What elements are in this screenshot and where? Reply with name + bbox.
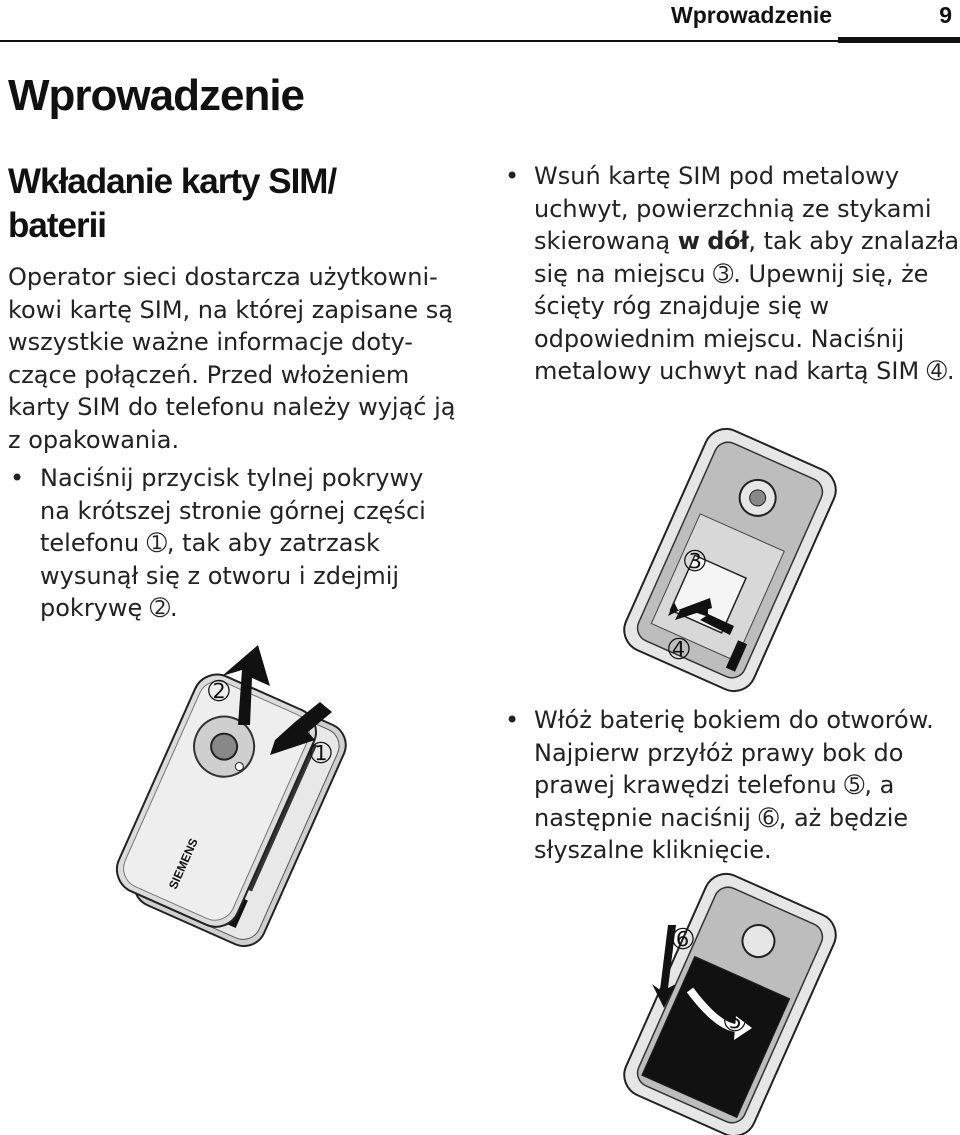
step-2-mid1: , tak aby znalazła się na miejscu <box>534 227 960 288</box>
intro-paragraph: Operator sieci dostarcza użytkowni-kowi kartę SIM, na której zapisane są wszystkie ważne informacje doty-czące połączeń. Przed włożeniem karty SIM do telefonu należy wyjąć ją z opakowania. <box>8 263 456 454</box>
bullet-step-1: • <box>10 464 25 492</box>
running-header-title: Wprowadzenie <box>670 2 832 28</box>
step-3-post: , aż będzie słyszalne kliknięcie. <box>534 803 909 864</box>
figure-label-5: ➄ <box>724 1007 746 1037</box>
figure-insert-sim <box>620 430 840 690</box>
step-2-text <box>534 160 960 388</box>
step-1-mid: , tak aby zatrzask wysunął się z otworu i zdejmij pokrywę <box>40 529 400 622</box>
step-3-mid: , a następnie naciśnij <box>534 771 895 832</box>
figure-label-2: ➁ <box>208 677 230 707</box>
callout-1: ➀ <box>146 529 167 557</box>
header-rule <box>0 40 960 42</box>
page-number: 9 <box>939 2 952 28</box>
callout-4: ➃ <box>926 357 947 385</box>
header-rule-accent <box>838 37 960 43</box>
step-1-text <box>40 462 460 625</box>
bullet-step-2: • <box>505 162 520 190</box>
figure-label-3: ➂ <box>684 547 706 577</box>
callout-5: ➄ <box>844 771 865 799</box>
step-3-text <box>534 704 960 867</box>
step-2-bold: w dół <box>677 227 749 255</box>
bullet-step-3: • <box>505 706 520 734</box>
step-2-pre: Wsuń kartę SIM pod metalowy uchwyt, powierzchnią ze stykami skierowaną <box>534 162 932 255</box>
step-1-pre: Naciśnij przycisk tylnej pokrywy na krótszej stronie górnej części telefonu <box>40 464 426 557</box>
section-title: Wkładanie karty SIM/ baterii <box>8 162 337 245</box>
callout-3: ➂ <box>713 259 734 288</box>
brand-logo-text: SIEMENS <box>165 836 201 892</box>
figure-insert-battery <box>620 880 840 1130</box>
step-2-post: . <box>946 357 955 385</box>
figure-label-1: ➀ <box>310 739 332 769</box>
callout-6: ➅ <box>758 803 779 832</box>
step-2-mid2: . Upewnij się, że ścięty róg znajduje się w odpowiednim miejscu. Naciśnij metalowy uchwyt nad kartą SIM <box>534 259 929 385</box>
figure-label-6: ➅ <box>672 925 694 955</box>
step-1-post: . <box>170 594 178 622</box>
figure-remove-cover <box>110 640 360 960</box>
callout-2: ➁ <box>149 594 171 622</box>
page-title: Wprowadzenie <box>8 71 305 120</box>
figure-label-4: ➃ <box>668 635 690 665</box>
step-3-pre: Włóż baterię bokiem do otworów. Najpierw przyłóż prawy bok do prawej krawędzi telefonu <box>534 706 934 799</box>
